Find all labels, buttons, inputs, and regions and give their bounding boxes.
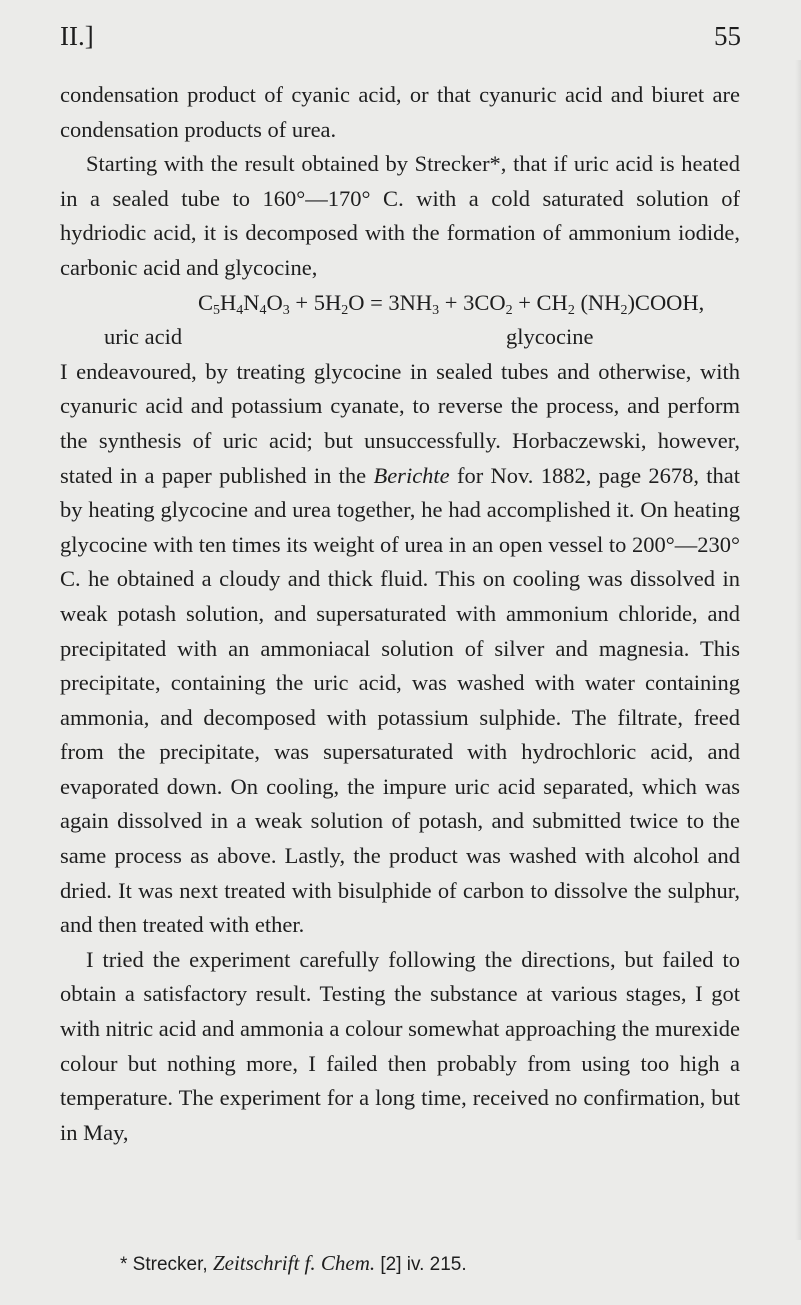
page-number: 55 xyxy=(714,21,741,51)
paragraph-3: I endeavoured, by treating glycocine in sealed tubes and otherwise, with cyanuric acid and potassium cyanate, to reverse the process, and perform the synthesis of uric acid; but unsuccessfully. Horbaczewski, however, stated in a paper published in the Berichte for Nov. 1882, page 2678, that by heating glycocine and urea together, he had accomplished it. On heating glycocine with ten times its weight of urea in an open vessel to 200°—230° C. he obtained a cloudy and thick fluid. This on cooling was dissolved in weak potash solution, and supersaturated with ammonium chloride, and precipitated with an ammoniacal solution of silver and magnesia. This precipitate, containing the uric acid, was washed with water containing ammonia, and decomposed with potassium sulphide. The filtrate, freed from the precipitate, was supersaturated with hydrochloric acid, and evaporated down. On cooling, the impure uric acid separated, which was again dissolved in a weak solution of potash, and submitted twice to the same process as above. Lastly, the product was washed with alcohol and dried. It was next treated with bisulphide of carbon to dissolve the sulphur, and then treated with ether. xyxy=(60,358,741,938)
chemical-equation: $C_5H_4N_4O_3 + 5H_2O = 3NH_3 + 3CO_2 + CH_2$ $(NH_2)COOH$, xyxy=(198,289,705,318)
paragraph-4: I tried the experiment carefully following the directions, but failed to obtain a satisfactory result. Testing the substance at various stages, I got with nitric acid and ammonia a colour somewhat approaching the murexide colour but nothing more, I failed then probably from using too high a temperature. The experiment for a long time, received no confirmation, but in May, xyxy=(60,946,740,1145)
footnote-journal: Zeitschrift f. Chem. xyxy=(212,1251,376,1275)
label-uric-acid: uric acid xyxy=(104,324,183,350)
running-head xyxy=(60,18,741,54)
equation-labels xyxy=(60,320,740,355)
paragraph-2: Starting with the result obtained by Strecker*, that if uric acid is heated in a sealed tube to 160°—170° C. with a cold saturated solution of hydriodic acid, it is decomposed with the formation of ammonium iodide, carbonic acid and glycocine, xyxy=(60,151,740,280)
journal-name: Berichte xyxy=(373,462,450,488)
chapter-marker: II.] xyxy=(60,21,94,51)
label-glycocine: glycocine xyxy=(506,324,594,350)
footnote: * Strecker, Zeitschrift f. Chem. [2] iv. 215. xyxy=(120,1251,467,1275)
paragraph-1: condensation product of cyanic acid, or that cyanuric acid and biuret are condensation products of urea. xyxy=(60,82,740,142)
page-edge-shadow xyxy=(795,60,801,1240)
body-text xyxy=(60,78,740,1150)
